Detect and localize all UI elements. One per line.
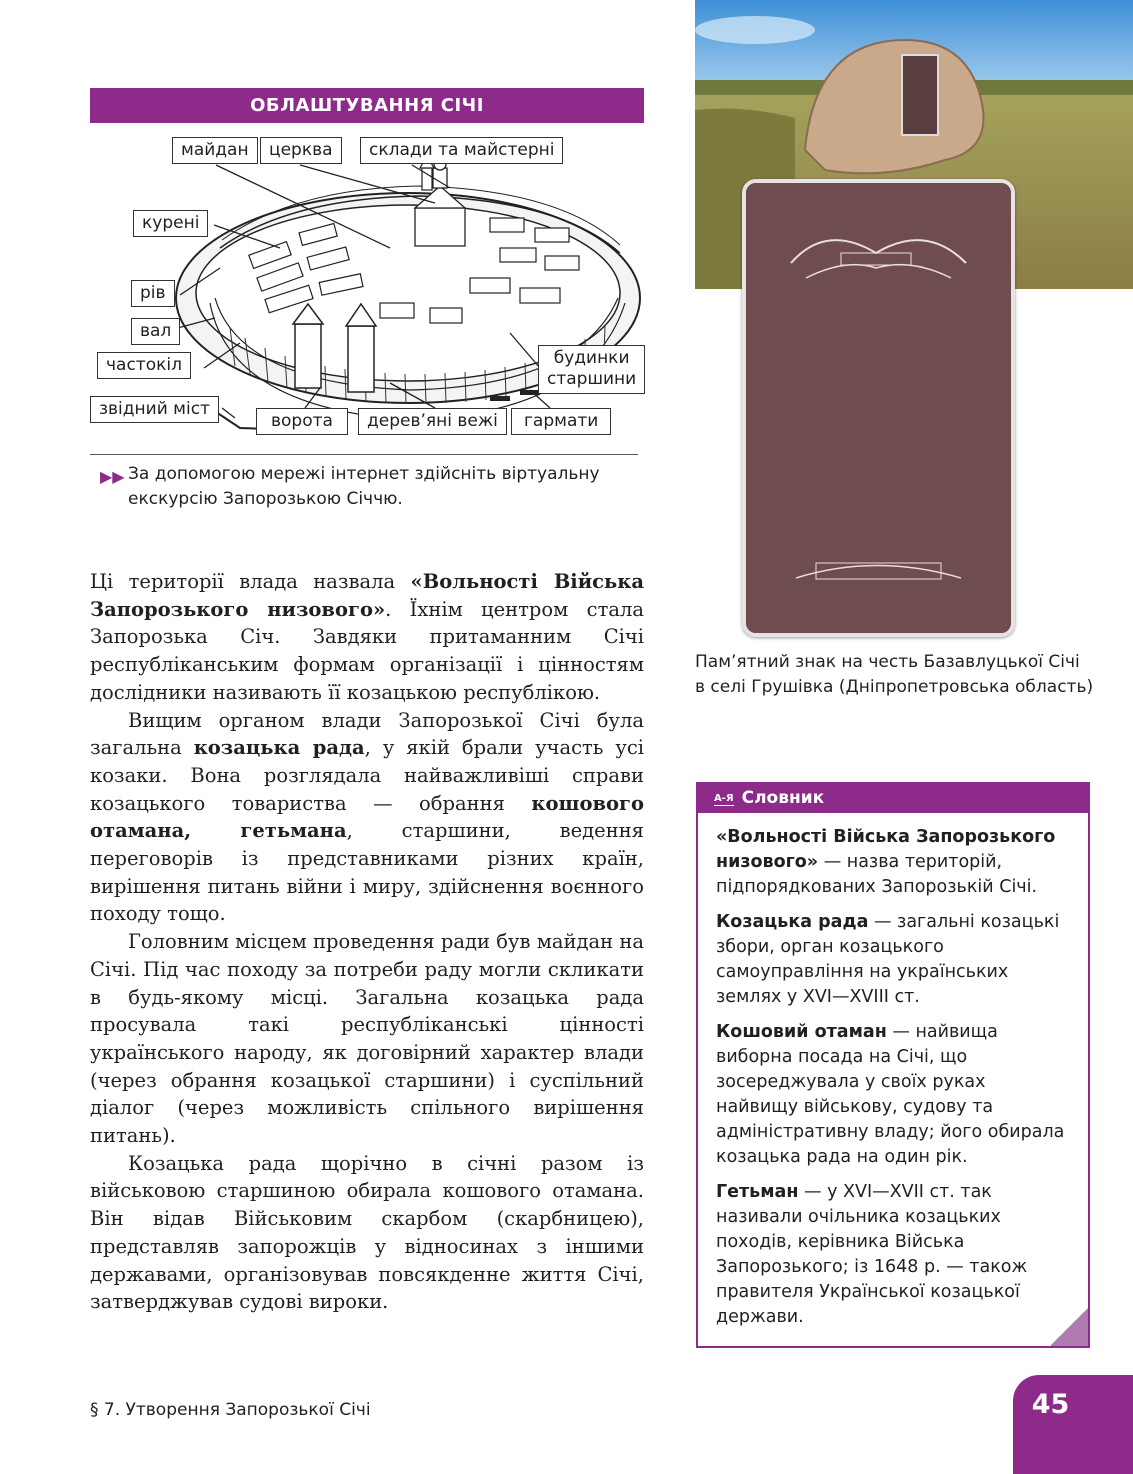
label-riv: рів [131,280,175,307]
p2-bold-2: кошового отамана, гетьмана [90,791,644,843]
label-chastokil: частокіл [97,352,191,379]
paragraph-4: Козацька рада щорічно в січні разом із військовою старшиною обирала кошового отамана. Він відав Військовим скарбом (скарбницею), представляв запорожців у відносинах з іншими державами, організовував повсякденне життя Січі, затверджував судові вироки. [90,1151,644,1314]
label-budynky-line2: старшини [547,369,637,390]
label-harmaty: гармати [511,408,611,435]
memorial-plaque-image [742,179,1015,637]
task-hint-text: За допомогою мережі інтернет здійсніть віртуальну екскурсію Запорозькою Січчю. [128,464,600,509]
main-text [90,568,644,1316]
paragraph-2 [90,707,644,929]
label-vorota: ворота [256,408,348,435]
label-val: вал [131,318,180,345]
glossary-term: Кошовий отаман [716,1022,887,1042]
glossary-box [696,782,1090,1348]
task-hint [100,462,640,512]
glossary-title: Словник [741,788,825,808]
paragraph-1 [90,568,644,707]
running-footer: § 7. Утворення Запорозької Січі [90,1400,371,1420]
p2-bold-1: козацька рада [193,736,365,760]
p2-text-2: , у якій брали участь усі козаки. Вона розглядала найважливіші справи козацького товариства — обрання [90,736,645,815]
page-number: 45 [1031,1389,1070,1420]
section-header: ОБЛАШТУВАННЯ СІЧІ [90,88,644,123]
glossary-entry [716,910,1071,1010]
glossary-entry [716,1180,1071,1330]
label-vezhi: дерев’яні вежі [358,408,507,435]
p1-text-1: Ці території влада назвала [90,570,411,593]
p2-text-3: , старшини, ведення переговорів із представниками різних країн, вирішення питань війни і миру, здійснення воєнного походу тощо. [90,819,644,926]
divider [90,454,638,455]
glossary-header [698,784,1088,813]
glossary-entries [716,825,1071,1340]
label-tserkva: церква [260,137,342,164]
glossary-definition: — у XVI—XVII ст. так називали очільника козацьких походів, керівника Війська Запорозького; із 1648 р. — також правителя Української козацької держави. [716,1182,1028,1327]
plaque-ornament [746,183,1011,633]
p1-text-2: . Їхнім центром стала Запорозька Січ. Завдяки притаманним Січі республіканським формам організації і цінностям дослідники називають її козацькою республікою. [90,597,644,704]
sich-diagram [90,128,645,448]
label-zvidnyi-mist: звідний міст [90,396,219,423]
label-budynky-line1: будинки [553,348,630,368]
glossary-definition: — назва територій, підпорядкованих Запорозькій Січі. [716,852,1038,897]
paragraph-3: Головним місцем проведення ради був майдан на Січі. Під час походу за потреби раду могли скликати в будь-якому місці. Загальна козацька рада просувала такі республіканські цінності українського народу, як договірний характер влади (через обрання козацької старшини) і суспільний діалог (через можливість спільного вирішення питань). [90,930,644,1148]
page-number-tab [1013,1375,1133,1474]
corner-decoration [1050,1308,1088,1346]
double-arrow-icon: ▶▶ [100,467,125,486]
glossary-entry [716,1020,1071,1170]
label-budynky-starshyny [538,345,645,394]
glossary-term: Гетьман [716,1182,799,1202]
dictionary-icon: А-Я [714,793,734,804]
p2-text-1: Вищим органом влади Запорозької Січі була загальна [90,708,644,760]
glossary-entry [716,825,1071,900]
label-maidan: майдан [172,137,258,164]
label-kureni: курені [133,210,208,237]
glossary-term: «Вольності Війська Запорозького низового» [716,827,1056,872]
glossary-definition: — найвища виборна посада на Січі, що зосереджувала у своїх руках найвищу військову, судову та адміністративну владу; його обирала козацька рада на один рік. [716,1022,1065,1167]
label-sklady: склади та майстерні [360,137,563,164]
p1-bold-1: «Вольності Війська Запорозького низового» [90,570,644,621]
glossary-definition: — загальні козацькі збори, орган козацького самоуправління на українських землях у XVI—XVIII ст. [716,912,1060,1007]
glossary-term: Козацька рада [716,912,869,932]
photo-caption: Пам’ятний знак на честь Базавлуцької Січі в селі Грушівка (Дніпропетровська область) [695,652,1094,697]
